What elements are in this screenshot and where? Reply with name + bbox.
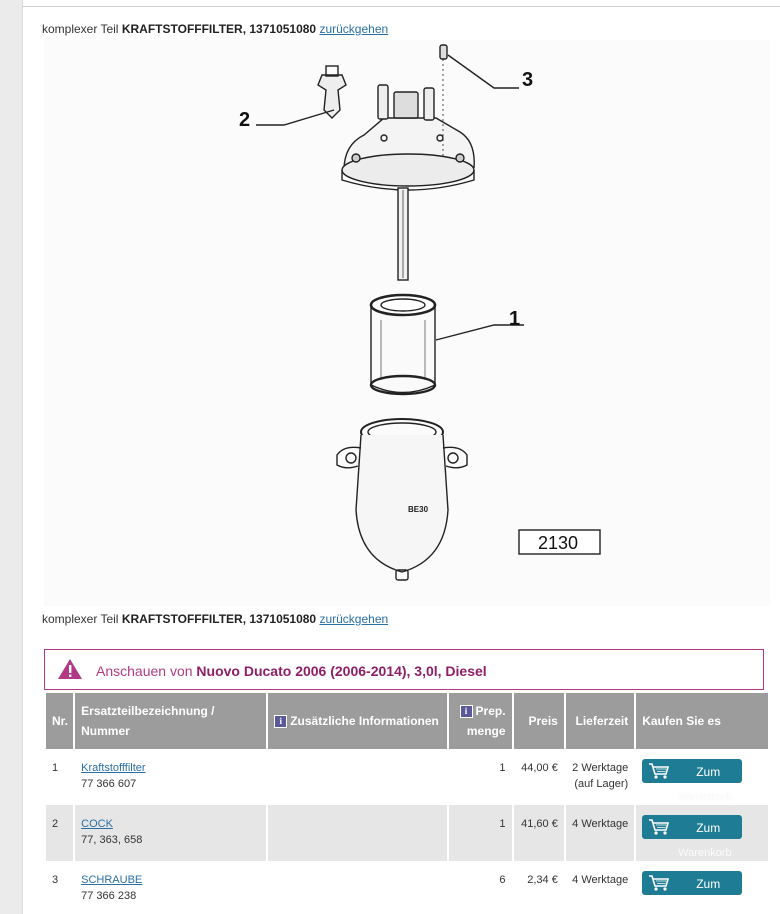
part-number: 77 366 238 [81,890,137,902]
add-to-cart-label-overflow: Warenkorb [678,847,732,859]
shopping-cart-icon [648,874,670,892]
col-header-info [268,693,447,749]
table-row [46,805,768,861]
notice-prefix: Anschauen von [96,663,193,679]
row-info [268,861,447,910]
col-header-qty-line2: menge [466,724,506,738]
callout-1: 1 [509,308,521,330]
breadcrumb-top [42,22,388,36]
shopping-cart-icon [648,762,670,780]
row-name-cell [75,861,266,910]
back-link[interactable]: zurückgehen [319,612,389,626]
row-qty: 6 [499,874,506,886]
part-link[interactable]: SCHRAUBE [81,874,143,886]
breadcrumb-part-name: KRAFTSTOFFFILTER, 1371051080 [121,612,317,626]
row-delivery [566,805,634,861]
breadcrumb-prefix: komplexer Teil [42,22,119,36]
row-nr: 2 [46,805,73,861]
col-header-nr: Nr. [46,693,73,749]
exploded-parts-diagram [44,40,770,606]
add-to-cart-label: Zum [696,821,721,835]
figure-number: 2130 [538,533,579,553]
shopping-cart-icon [648,818,670,836]
breadcrumb-prefix: komplexer Teil [42,612,119,626]
row-price: 2,34 € [527,874,558,886]
part-link[interactable]: COCK [81,818,113,830]
row-buy [636,749,768,805]
housing-marking: BE30 [408,505,429,514]
delivery-time: 2 Werktage [572,762,629,774]
row-delivery [566,749,634,805]
col-header-name-line2: Nummer [81,724,130,738]
row-nr: 1 [52,762,59,774]
part-link[interactable]: Kraftstofffilter [81,762,146,774]
callout-2: 2 [239,109,251,131]
table-row [46,749,768,805]
row-qty: 1 [449,805,511,861]
parts-table [44,693,770,910]
row-buy [636,805,768,861]
notice-text [96,663,487,679]
col-header-price: Preis [514,693,564,749]
row-delivery [566,861,634,910]
notice-vehicle: Nuovo Ducato 2006 (2006-2014), 3,0l, Diesel [196,663,487,679]
fuel-filter-drawing [44,40,770,606]
top-divider [22,6,780,7]
back-link[interactable]: zurückgehen [319,22,389,36]
row-info [268,749,447,805]
part-number: 77 366 607 [81,778,137,790]
row-name-cell [75,749,266,805]
vehicle-notice [44,649,764,690]
delivery-time: 4 Werktage [572,818,629,830]
warning-triangle-icon [57,658,83,680]
col-header-name [75,693,266,749]
callout-3: 3 [522,69,534,91]
col-header-qty [449,693,511,749]
row-nr: 3 [52,874,59,886]
col-header-qty-line1: Prep. [475,704,506,718]
col-header-name-line1: Ersatzteilbezeichnung / [81,704,215,718]
row-qty: 1 [499,762,506,774]
breadcrumb-part-name: KRAFTSTOFFFILTER, 1371051080 [121,22,317,36]
add-to-cart-button[interactable] [642,815,742,839]
add-to-cart-button[interactable] [642,759,742,783]
info-icon[interactable]: i [460,705,473,718]
row-price: 41,60 € [514,805,564,861]
table-header-row [46,693,768,749]
left-sidebar-strip [0,0,23,914]
table-row [46,861,768,910]
delivery-time: 4 Werktage [572,874,629,886]
add-to-cart-label-overflow: Warenkorb [678,791,732,803]
add-to-cart-label: Zum [696,765,721,779]
breadcrumb-bottom [42,612,388,626]
add-to-cart-label: Zum [696,877,721,891]
col-header-buy: Kaufen Sie es [636,693,768,749]
row-info [268,805,447,861]
col-header-delivery: Lieferzeit [566,693,634,749]
add-to-cart-button[interactable] [642,871,742,895]
info-icon[interactable]: i [274,715,287,728]
part-number: 77, 363, 658 [81,834,143,846]
row-buy [636,861,768,910]
row-price: 44,00 € [521,762,558,774]
row-name-cell [75,805,266,861]
col-header-info-label: Zusätzliche Informationen [290,714,439,728]
stock-status: (auf Lager) [574,778,629,790]
